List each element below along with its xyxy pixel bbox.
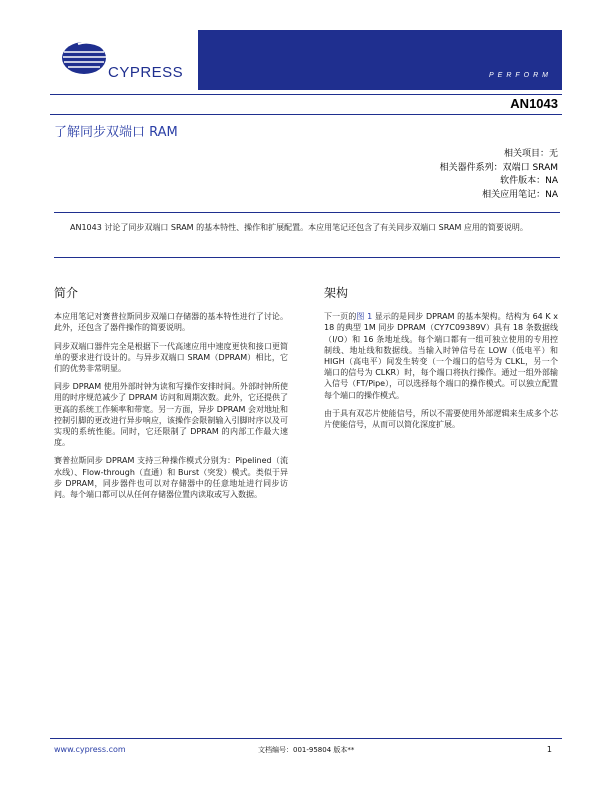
intro-section (54, 288, 288, 507)
footer-website-link[interactable]: www.cypress.com (54, 745, 126, 754)
architecture-section (324, 288, 558, 437)
architecture-heading: 架构 (324, 286, 349, 300)
meta-related-project: 相关项目：无 (503, 149, 558, 159)
meta-software-version: 软件版本：NA (500, 176, 558, 186)
intro-heading: 简介 (54, 286, 79, 300)
architecture-paragraph (324, 311, 558, 401)
abstract-text: AN1043 讨论了同步双端口 SRAM 的基本特性、操作和扩展配置。本应用笔记还包含了有关同步双端口 SRAM 应用的简要说明。 (70, 223, 528, 232)
tagline: PERFORM (489, 72, 552, 79)
page-number: 1 (546, 745, 552, 754)
page-title: 了解同步双端口 RAM (54, 125, 178, 140)
abstract-box (54, 212, 560, 258)
title-rule (50, 114, 562, 115)
architecture-paragraph: 由于具有双芯片使能信号，所以不需要使用外部逻辑来生成多个芯片使能信号，从而可以简化深度扩展。 (324, 408, 558, 430)
intro-paragraph: 同步双端口器件完全是根据下一代高速应用中速度更快和接口更简单的要求进行设计的。与异步双端口 SRAM（DPRAM）相比，它们的优势非常明显。 (54, 341, 288, 374)
architecture-text: 显示的是同步 DPRAM 的基本架构。结构为 64 K x 18 的典型 1M 同步 DPRAM（CY7C09389V）具有 18 条数据线（I/O）和 16 条地址线。每个端口都有一组可独立使用的专用控制线、地址线和数据线。当输入时钟信号在 LOW（低电平）和 HIGH（高电平）间发生转变（一个端口的信号为 CLKL，另一个端口的信号为 CLKR）时，每个端口将执行操作。通过一组外部输入信号（FT/Pipe），可以选择每个端口的操作模式。可以独立配置每个端口的操作模式。 (324, 312, 559, 400)
meta-block (440, 148, 558, 202)
figure-1-link[interactable]: 图 1 (356, 312, 373, 322)
footer-doc-info: 文档编号：001-95804 版本** (258, 746, 355, 754)
brand-name: CYPRESS (108, 64, 184, 81)
doc-number: AN1043 (510, 96, 558, 111)
intro-paragraph: 赛普拉斯同步 DPRAM 支持三种操作模式分别为：Pipelined（流水线）、Flow-through（直通）和 Burst（突发）模式。类似于异步 DPRAM，同步器件也可以对存储器中的任意地址进行同步访问。每个端口都可以从任何存储器位置内读取或写入数据。 (54, 456, 288, 500)
header-rule (50, 94, 562, 95)
footer-rule (50, 738, 562, 739)
intro-paragraph: 本应用笔记对赛普拉斯同步双端口存储器的基本特性进行了讨论。此外，还包含了器件操作的简要说明。 (54, 312, 288, 333)
architecture-text: 下一页的 (324, 312, 357, 322)
meta-related-notes: 相关应用笔记：NA (482, 189, 558, 200)
intro-paragraph: 同步 DPRAM 使用外部时钟为读和写操作安排时间。外部时钟所使用的时序规范减少了 DPRAM 访问和周期次数。此外，它还提供了更高的系统工作频率和带宽。另一方面，异步 DPRAM 会对地址和控制引脚的更改进行异步响应，该操作会限制输入引脚时序以及可实现的系统性能。同时，它还限制了 DPRAM 的内部工作最大速度。 (54, 382, 288, 448)
meta-device-family: 相关器件系列：双端口 SRAM (439, 162, 558, 173)
